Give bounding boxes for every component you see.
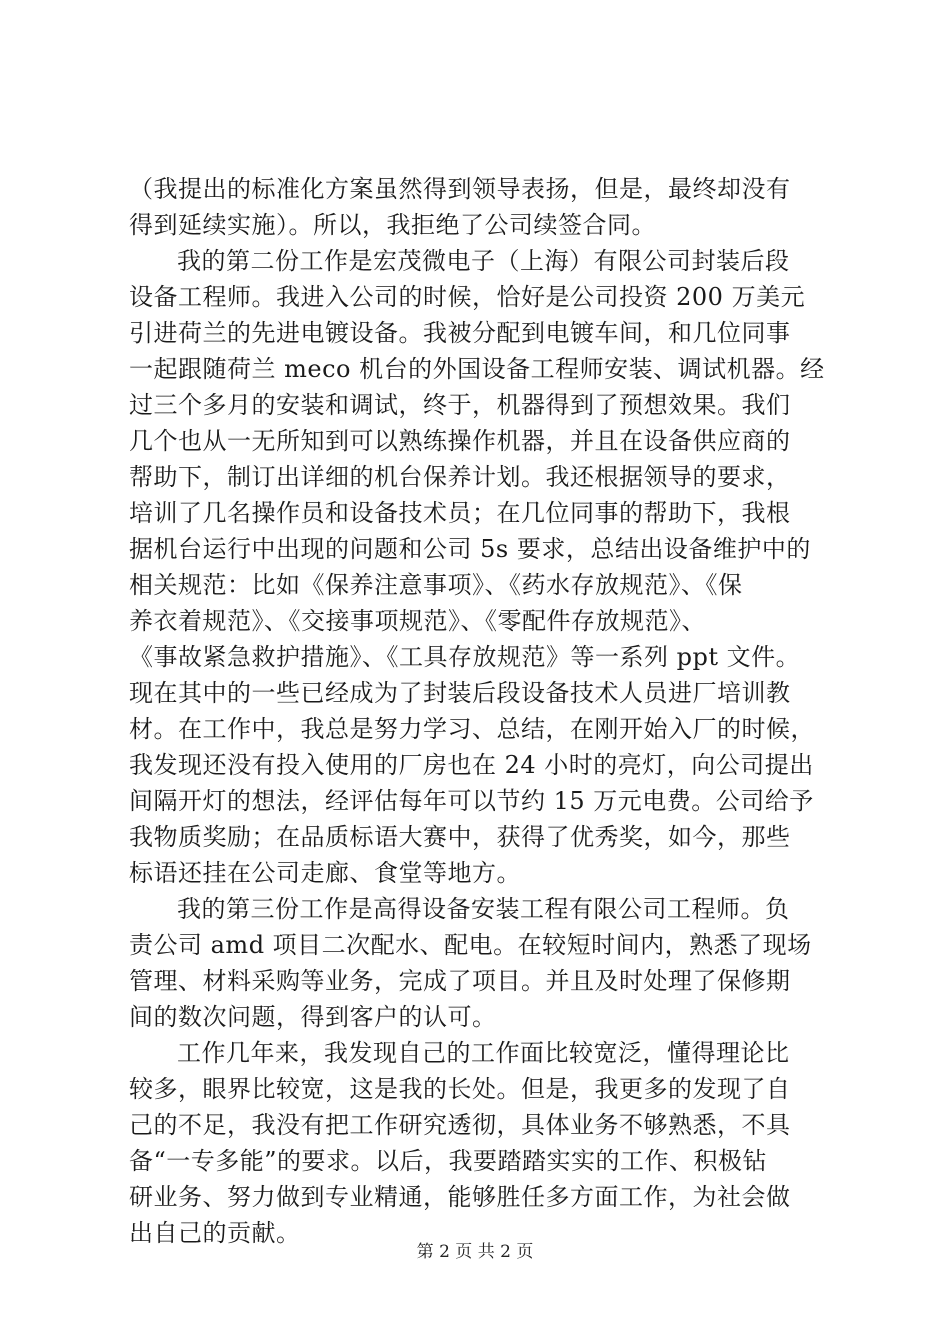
text-line: 过三个多月的安装和调试，终于，机器得到了预想效果。我们 — [129, 391, 791, 419]
text-line: 材。在工作中，我总是努力学习、总结，在刚开始入厂的时候， — [129, 715, 815, 743]
text-line: 标语还挂在公司走廊、食堂等地方。 — [129, 859, 521, 887]
text-line: 设备工程师。我进入公司的时候，恰好是公司投资 200 万美元 — [129, 283, 806, 311]
text-line: 《事故紧急救护措施》、《工具存放规范》等一系列 ppt 文件。 — [129, 643, 801, 671]
text-line: 我物质奖励；在品质标语大赛中，获得了优秀奖，如今，那些 — [129, 823, 791, 851]
text-line: 得到延续实施）。所以，我拒绝了公司续签合同。 — [129, 211, 656, 239]
text-line: 帮助下，制订出详细的机台保养计划。我还根据领导的要求， — [129, 463, 791, 491]
text-line: 据机台运行中出现的问题和公司 5s 要求，总结出设备维护中的 — [129, 535, 811, 563]
text-line: 我发现还没有投入使用的厂房也在 24 小时的亮灯，向公司提出 — [129, 751, 814, 779]
text-line: 出自己的贡献。 — [129, 1219, 301, 1247]
body-text — [129, 171, 839, 1251]
text-line: 较多，眼界比较宽，这是我的长处。但是，我更多的发现了自 — [129, 1075, 791, 1103]
text-line: 研业务、努力做到专业精通，能够胜任多方面工作，为社会做 — [129, 1183, 791, 1211]
text-line: 工作几年来，我发现自己的工作面比较宽泛，懂得理论比 — [177, 1039, 790, 1067]
text-line: 责公司 amd 项目二次配水、配电。在较短时间内，熟悉了现场 — [129, 931, 812, 959]
text-line: 几个也从一无所知到可以熟练操作机器，并且在设备供应商的 — [129, 427, 791, 455]
text-line: 现在其中的一些已经成为了封装后段设备技术人员进厂培训教 — [129, 679, 791, 707]
text-line: 间的数次问题，得到客户的认可。 — [129, 1003, 497, 1031]
text-line: 培训了几名操作员和设备技术员；在几位同事的帮助下，我根 — [129, 499, 791, 527]
text-line: 引进荷兰的先进电镀设备。我被分配到电镀车间，和几位同事 — [129, 319, 791, 347]
text-line: 一起跟随荷兰 meco 机台的外国设备工程师安装、调试机器。经 — [129, 355, 825, 383]
text-line: 我的第三份工作是高得设备安装工程有限公司工程师。负 — [177, 895, 790, 923]
text-line: 备“一专多能”的要求。以后，我要踏踏实实的工作、积极钻 — [129, 1147, 768, 1175]
text-line: 间隔开灯的想法，经评估每年可以节约 15 万元电费。公司给予 — [129, 787, 814, 815]
text-line: 养衣着规范》、《交接事项规范》、《零配件存放规范》、 — [129, 607, 706, 635]
text-line: 己的不足，我没有把工作研究透彻，具体业务不够熟悉，不具 — [129, 1111, 791, 1139]
text-line: 相关规范：比如《保养注意事项》、《药水存放规范》、《保 — [129, 571, 743, 599]
page-footer: 第 2 页 共 2 页 — [416, 1242, 534, 1262]
text-line: 管理、材料采购等业务，完成了项目。并且及时处理了保修期 — [129, 967, 791, 995]
text-line: （我提出的标准化方案虽然得到领导表扬，但是，最终却没有 — [129, 175, 791, 203]
text-line: 我的第二份工作是宏茂微电子（上海）有限公司封装后段 — [177, 247, 790, 275]
